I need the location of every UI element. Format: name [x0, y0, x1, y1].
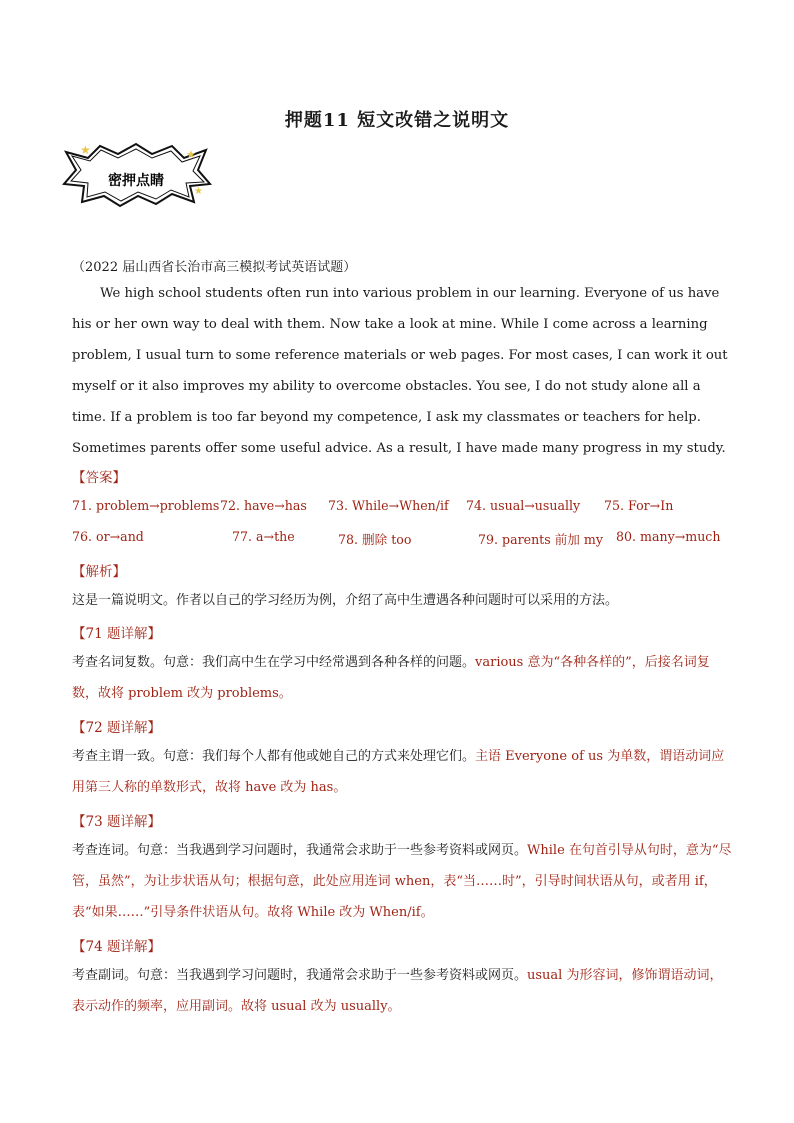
- answer-77: 77. a→the: [232, 529, 295, 544]
- q71-part-a: 考查名词复数。句意：我们高中生在学习中经常遇到各种各样的问题。: [72, 655, 476, 670]
- q73-part-a: 考查连词。句意：当我遇到学习问题时，我通常会求助于一些参考资料或网页。: [72, 843, 528, 858]
- answer-80: 80. many→much: [616, 529, 721, 544]
- answer-79: 79. parents 前加 my: [478, 532, 603, 547]
- answer-76: 76. or→and: [72, 529, 144, 544]
- passage-text: We high school students often run into various problem in our learning. Everyone of us have his or her own way to deal with them. Now take a look at mine. While I come across a learning problem, I usual turn to some reference materials or web pages. For most cases, I can work it out myself or it also improves my ability to overcome obstacles. You see, I do not study alone all a time. If a problem is too far beyond my competence, I ask my classmates or teachers for help. Sometimes parents offer some useful advice. As a result, I have made many progress in my study.: [72, 286, 728, 456]
- q72-part-b: 主语 Everyone of us 为单数，谓语动词应用第三人称的单数形式，故将 have 改为 has。: [72, 749, 725, 795]
- analysis-summary: [72, 585, 732, 616]
- analysis-header: 【解析】: [72, 564, 126, 580]
- q72-body: [72, 741, 732, 803]
- q74-body: [72, 960, 732, 1022]
- q72-header: 【72 题详解】: [72, 720, 161, 736]
- page-title: 押题11 短文改错之说明文: [284, 110, 510, 131]
- q74-header: 【74 题详解】: [72, 939, 161, 955]
- answer-71: 71. problem→problems: [72, 498, 220, 513]
- svg-text:★: ★: [186, 148, 196, 161]
- q71-body: [72, 647, 732, 709]
- analysis-summary-text: 这是一篇说明文。作者以自己的学习经历为例，介绍了高中生遭遇各种问题时可以采用的方法。: [72, 593, 619, 608]
- q71-header: 【71 题详解】: [72, 626, 161, 642]
- q74-part-a: 考查副词。句意：当我遇到学习问题时，我通常会求助于一些参考资料或网页。: [72, 968, 528, 983]
- q71-part-b: various 意为“各种各样的”，后接名词复数，故将 problem 改为 problems。: [72, 655, 710, 701]
- badge: [60, 140, 212, 208]
- answer-73: 73. While→When/if: [328, 498, 449, 513]
- passage: [72, 278, 732, 464]
- q73-body: [72, 835, 732, 928]
- badge-label: 密押点睛: [108, 173, 164, 189]
- answer-75: 75. For→In: [604, 498, 674, 513]
- q73-header: 【73 题详解】: [72, 814, 161, 830]
- answer-header: 【答案】: [72, 470, 126, 486]
- answer-72: 72. have→has: [220, 498, 307, 513]
- q72-part-a: 考查主谓一致。句意：我们每个人都有他或她自己的方式来处理它们。: [72, 749, 476, 764]
- q73-part-b: While 在句首引导从句时，意为“尽管，虽然”，为让步状语从句；根据句意，此处应用连词 when，表“当……时”，引导时间状语从句，或者用 if，表“如果……”引导条件状语从句。故将 While 改为 When/if。: [72, 843, 732, 920]
- q74-part-b: usual 为形容词，修饰谓语动词，表示动作的频率，应用副词。故将 usual 改为 usually。: [72, 968, 723, 1014]
- source-line: （2022 届山西省长治市高三模拟考试英语试题）: [72, 260, 357, 275]
- svg-text:★: ★: [194, 186, 203, 197]
- answer-78: 78. 删除 too: [338, 532, 412, 547]
- answer-74: 74. usual→usually: [466, 498, 581, 513]
- svg-text:★: ★: [80, 143, 91, 157]
